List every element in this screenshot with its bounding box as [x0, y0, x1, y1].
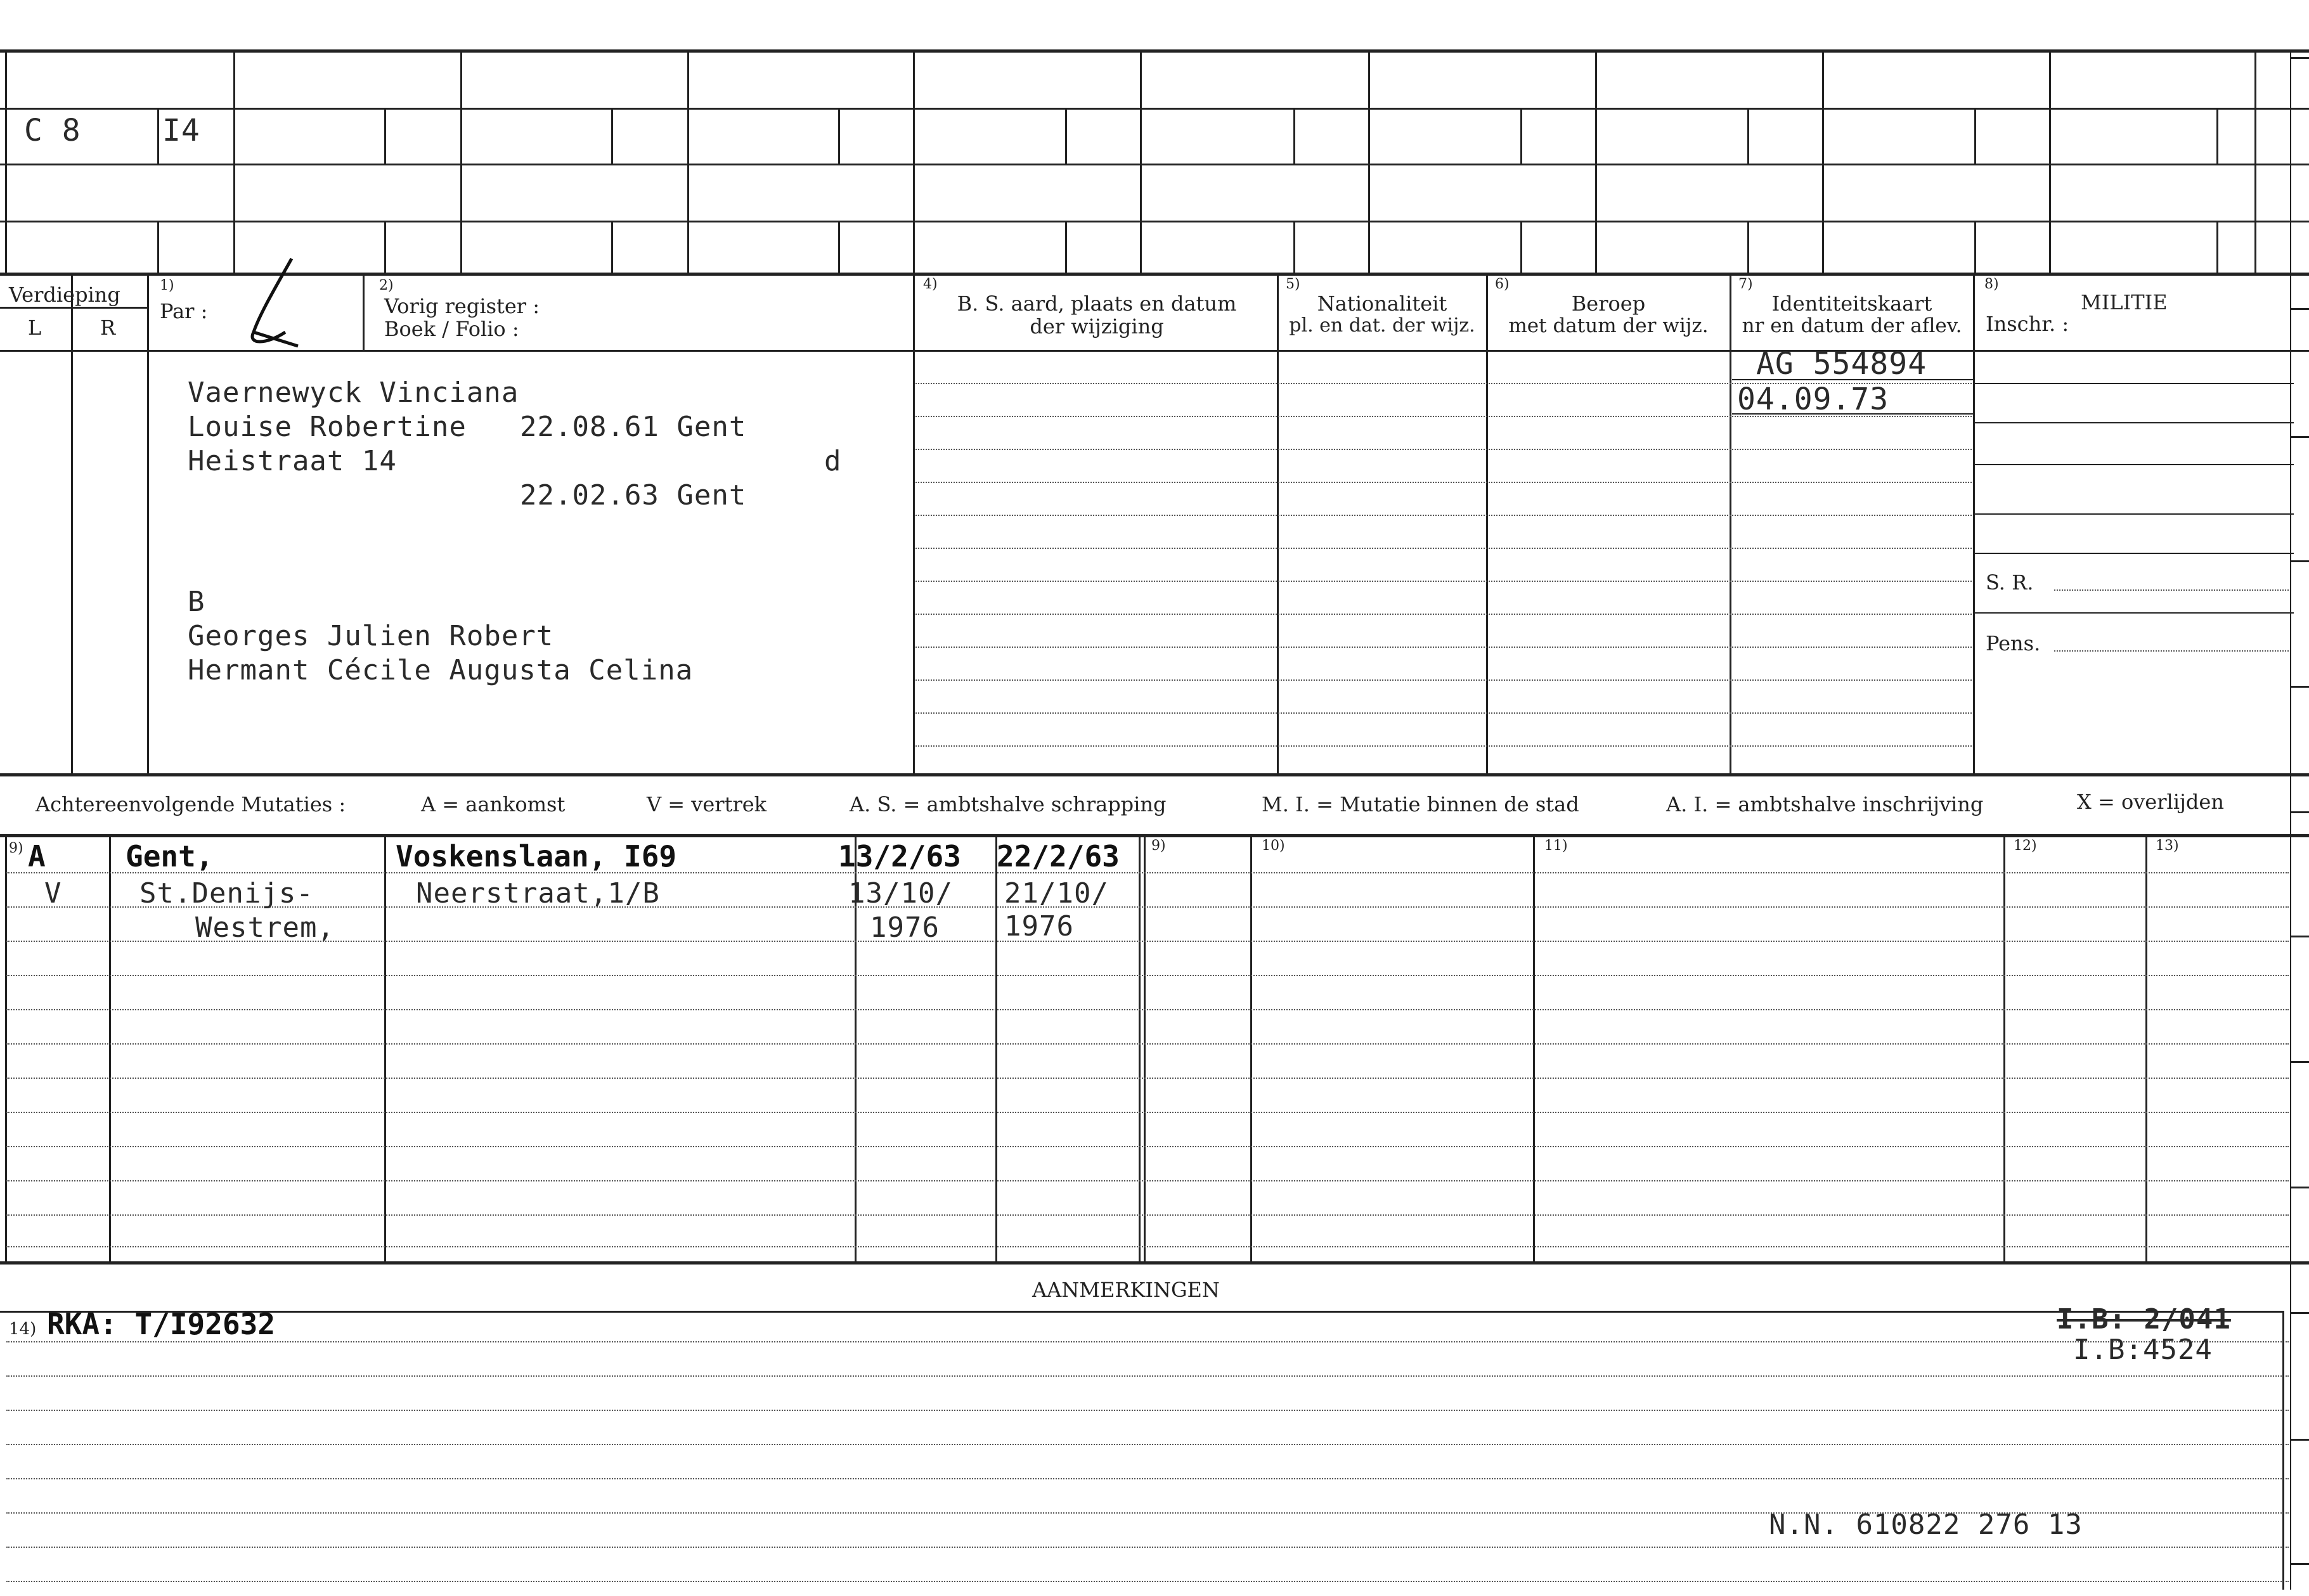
remarks-title: AANMERKINGEN [1032, 1278, 1220, 1302]
pens-label: Pens. [1986, 631, 2041, 655]
inschr-label: Inschr. : [1986, 312, 2069, 336]
mutation-2-date2: 21/10/ [1004, 877, 1109, 910]
militie-title: MILITIE [2081, 290, 2168, 314]
col6-line1: Beroep [1571, 292, 1646, 316]
col10-num: 10) [1262, 838, 1285, 854]
legend-v: V = vertrek [647, 792, 767, 816]
mutation-2-date1b: 1976 [870, 911, 940, 944]
remarks-rka: RKA: T/I92632 [47, 1307, 276, 1341]
col9a-num: 9) [9, 840, 23, 856]
col5-line2: pl. en dat. der wijz. [1289, 314, 1475, 337]
person-gender: d [824, 445, 842, 477]
col6-num: 6) [1495, 276, 1510, 292]
col4-line1: B. S. aard, plaats en datum [957, 292, 1237, 316]
person-letter: B [188, 586, 205, 618]
col-r-label: R [100, 316, 116, 340]
person-father: Georges Julien Robert [188, 620, 554, 652]
col7-num: 7) [1738, 276, 1753, 292]
handwritten-mark [241, 256, 311, 351]
remarks-nn: N.N. 610822 276 13 [1769, 1509, 2083, 1541]
legend-x: X = overlijden [2077, 790, 2224, 814]
legend-mi: M. I. = Mutatie binnen de stad [1262, 792, 1579, 816]
vorig-register-label: Vorig register : [384, 294, 540, 318]
person-surname: Vaernewyck Vinciana [188, 376, 519, 409]
mutation-1-city: Gent, [126, 839, 214, 873]
mutation-1-type: A [28, 839, 46, 873]
legend-ai: A. I. = ambtshalve inschrijving [1666, 792, 1984, 816]
remarks-ib-new: I.B:4524 [2073, 1334, 2213, 1366]
col6-line2: met datum der wijz. [1508, 314, 1709, 337]
vorig-num: 2) [379, 278, 394, 293]
boek-folio-label: Boek / Folio : [384, 317, 519, 341]
code-right: I4 [162, 113, 200, 148]
mutation-2-date2b: 1976 [1004, 910, 1074, 943]
col11-num: 11) [1544, 838, 1568, 854]
col8-num: 8) [1984, 276, 1999, 292]
person-mother: Hermant Cécile Augusta Celina [188, 654, 694, 686]
person-birth: 22.08.61 Gent [520, 411, 747, 443]
remarks-ib-old: I.B: 2/041 [2057, 1303, 2231, 1335]
sr-label: S. R. [1986, 570, 2034, 595]
remarks-num: 14) [9, 1320, 37, 1339]
person-firstnames: Louise Robertine [188, 411, 467, 443]
id-card-number: AG 554894 [1756, 346, 1927, 382]
code-left: C 8 [24, 113, 81, 148]
person-street: Heistraat 14 [188, 445, 397, 477]
mutation-2-type: V [44, 877, 62, 910]
mutation-2-address: Neerstraat,1/B [416, 877, 660, 910]
verdieping-label: Verdieping [9, 283, 120, 307]
col4-num: 4) [923, 276, 938, 292]
col7-line1: Identiteitskaart [1771, 292, 1932, 316]
col5-line1: Nationaliteit [1317, 292, 1447, 316]
col12-num: 12) [2014, 838, 2037, 854]
person-date2: 22.02.63 Gent [520, 479, 747, 512]
col5-num: 5) [1286, 276, 1300, 292]
legend-a: A = aankomst [421, 792, 566, 816]
mutation-1-address: Voskenslaan, I69 [396, 839, 677, 873]
col13-num: 13) [2156, 838, 2179, 854]
col7-line2: nr en datum der aflev. [1742, 314, 1962, 337]
mutation-1-date2: 22/2/63 [997, 839, 1120, 873]
mutation-2-date1: 13/10/ [848, 877, 953, 910]
mutation-1-date1: 13/2/63 [838, 839, 961, 873]
id-card-date: 04.09.73 [1737, 382, 1889, 417]
col-l-label: L [28, 316, 42, 340]
col9b-num: 9) [1151, 838, 1166, 854]
mutation-2-city: St.Denijs- [139, 877, 314, 910]
par-num: 1) [160, 278, 174, 293]
legend-as: A. S. = ambtshalve schrapping [850, 792, 1167, 816]
mutation-2-city2: Westrem, [195, 911, 335, 944]
legend-title: Achtereenvolgende Mutaties : [36, 792, 346, 816]
col4-line2: der wijziging [1030, 314, 1164, 338]
par-label: Par : [160, 299, 208, 323]
